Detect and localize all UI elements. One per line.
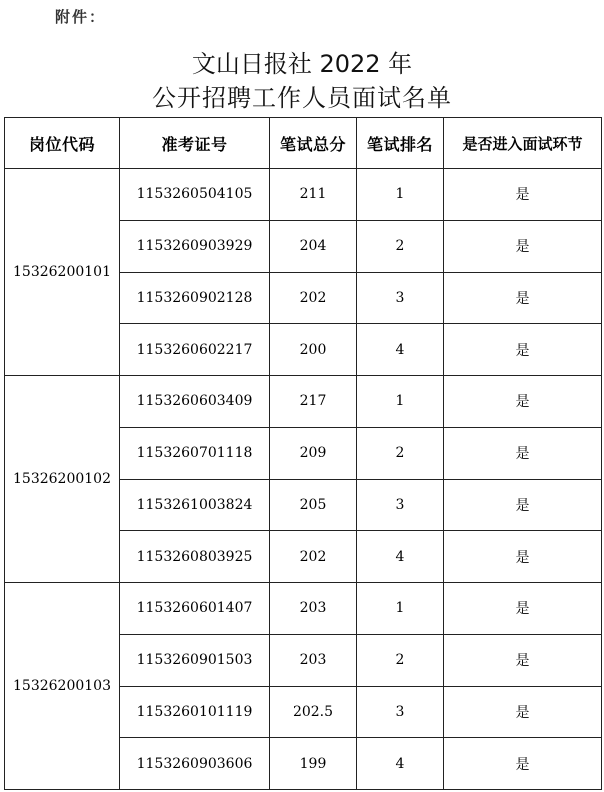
interview-status-cell: 是 bbox=[444, 220, 602, 272]
document-title-line-1: 文山日报社 2022 年 bbox=[191, 50, 413, 78]
header-written-rank: 笔试排名 bbox=[357, 118, 444, 169]
interview-status-cell: 是 bbox=[444, 427, 602, 479]
exam-number-cell: 1153260903929 bbox=[120, 220, 270, 272]
written-score-cell: 205 bbox=[270, 479, 357, 531]
written-score-cell: 202 bbox=[270, 272, 357, 324]
table-row bbox=[5, 376, 602, 428]
written-rank-cell: 4 bbox=[357, 738, 444, 790]
interview-status-cell: 是 bbox=[444, 376, 602, 428]
interview-status-cell: 是 bbox=[444, 272, 602, 324]
written-rank-cell: 2 bbox=[357, 634, 444, 686]
table-row bbox=[5, 169, 602, 221]
header-interview-status: 是否进入面试环节 bbox=[444, 118, 602, 169]
written-score-cell: 211 bbox=[270, 169, 357, 221]
header-written-score: 笔试总分 bbox=[270, 118, 357, 169]
written-rank-cell: 2 bbox=[357, 220, 444, 272]
written-score-cell: 200 bbox=[270, 324, 357, 376]
written-score-cell: 217 bbox=[270, 376, 357, 428]
written-rank-cell: 1 bbox=[357, 169, 444, 221]
exam-number-cell: 1153260902128 bbox=[120, 272, 270, 324]
written-score-cell: 204 bbox=[270, 220, 357, 272]
written-rank-cell: 3 bbox=[357, 272, 444, 324]
header-exam-number: 准考证号 bbox=[120, 118, 270, 169]
written-rank-cell: 1 bbox=[357, 376, 444, 428]
exam-number-cell: 1153260803925 bbox=[120, 531, 270, 583]
exam-number-cell: 1153260603409 bbox=[120, 376, 270, 428]
interview-status-cell: 是 bbox=[444, 531, 602, 583]
written-score-cell: 202.5 bbox=[270, 686, 357, 738]
table-header-row bbox=[5, 118, 602, 169]
written-rank-cell: 4 bbox=[357, 324, 444, 376]
interview-list-table bbox=[4, 117, 602, 790]
table-body bbox=[5, 169, 602, 790]
written-rank-cell: 2 bbox=[357, 427, 444, 479]
written-rank-cell: 3 bbox=[357, 479, 444, 531]
interview-status-cell: 是 bbox=[444, 686, 602, 738]
exam-number-cell: 1153260901503 bbox=[120, 634, 270, 686]
exam-number-cell: 1153260101119 bbox=[120, 686, 270, 738]
written-rank-cell: 3 bbox=[357, 686, 444, 738]
position-code-cell: 15326200103 bbox=[5, 583, 120, 790]
exam-number-cell: 1153260602217 bbox=[120, 324, 270, 376]
written-score-cell: 199 bbox=[270, 738, 357, 790]
interview-status-cell: 是 bbox=[444, 738, 602, 790]
interview-status-cell: 是 bbox=[444, 634, 602, 686]
written-rank-cell: 4 bbox=[357, 531, 444, 583]
written-score-cell: 209 bbox=[270, 427, 357, 479]
interview-status-cell: 是 bbox=[444, 583, 602, 635]
exam-number-cell: 1153260504105 bbox=[120, 169, 270, 221]
attachment-label: 附件： bbox=[55, 8, 107, 26]
interview-status-cell: 是 bbox=[444, 169, 602, 221]
written-rank-cell: 1 bbox=[357, 583, 444, 635]
table-row bbox=[5, 583, 602, 635]
exam-number-cell: 1153261003824 bbox=[120, 479, 270, 531]
exam-number-cell: 1153260903606 bbox=[120, 738, 270, 790]
exam-number-cell: 1153260701118 bbox=[120, 427, 270, 479]
written-score-cell: 203 bbox=[270, 634, 357, 686]
written-score-cell: 203 bbox=[270, 583, 357, 635]
position-code-cell: 15326200102 bbox=[5, 376, 120, 583]
exam-number-cell: 1153260601407 bbox=[120, 583, 270, 635]
position-code-cell: 15326200101 bbox=[5, 169, 120, 376]
interview-status-cell: 是 bbox=[444, 324, 602, 376]
written-score-cell: 202 bbox=[270, 531, 357, 583]
header-position-code: 岗位代码 bbox=[5, 118, 120, 169]
document-title-line-2: 公开招聘工作人员面试名单 bbox=[152, 84, 452, 112]
interview-status-cell: 是 bbox=[444, 479, 602, 531]
